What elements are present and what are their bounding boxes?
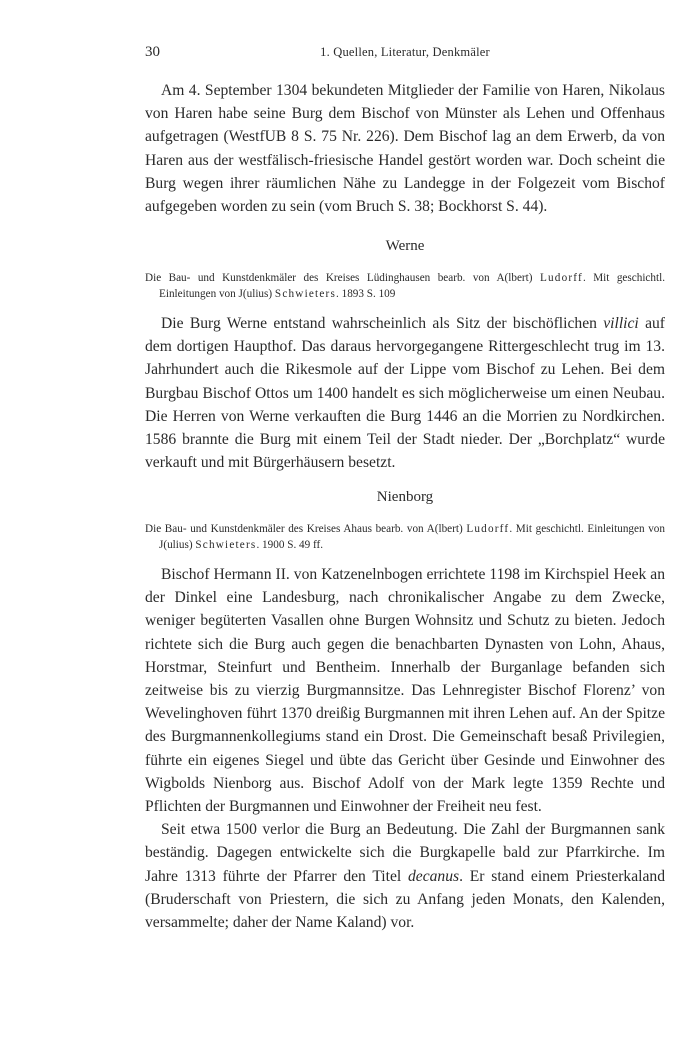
biblio-author: Ludorff <box>539 272 583 284</box>
section-heading-nienborg: Nienborg <box>376 489 434 505</box>
biblio-author: Schwieters <box>195 539 257 551</box>
werne-section <box>145 312 665 474</box>
biblio-author: Ludorff <box>466 523 510 535</box>
italic-term: villici <box>603 315 639 332</box>
bibliography-entry <box>145 521 665 553</box>
paragraph-text: . Er stand einem Priesterkaland (Bruderschaft von Priestern, die sich zu Anfang jeden Monats, den Kalenden, versammelte; daher der Name Kaland) vor. <box>145 867 665 932</box>
page-header <box>145 44 665 64</box>
nienborg-bibliography <box>145 521 665 553</box>
italic-term: decanus <box>408 867 460 885</box>
intro-section <box>145 79 665 218</box>
paragraph-text: auf dem dortigen Haupthof. Das daraus hervorgegangene Rittergeschlecht trug im 13. Jahrhundert auch die Rikesmole auf der Lippe vom Bischof zu Lehen. Bei dem Burgbau Bischof Ottos um 1400 handelt es sich möglicherweise um einen Neubau. Die Herren von Werne verkauften die Burg 1446 an die Morrien zu Nordkirchen. 1586 brannte die Burg mit einem Teil der Stadt nieder. Der „Borchplatz“ wurde verkauft und mit Bürgerhäusern besetzt. <box>145 315 666 472</box>
bibliography-entry <box>145 270 665 302</box>
werne-bibliography <box>145 270 665 302</box>
biblio-text: Die Bau- und Kunstdenkmäler des Kreises Lüdinghausen bearb. von A(lbert) <box>145 272 540 284</box>
werne-paragraph <box>145 312 665 474</box>
nienborg-paragraph-1: Bischof Hermann II. von Katzenelnbogen errichtete 1198 im Kirchspiel Heek an der Dinkel eine Landesburg, nach chronikalischer Angabe zu dem Zwecke, weniger begüterten Vasallen ohne Burgen Wohnsitz und Schutz zu bieten. Jedoch richtete sich die Burg auch gegen die benachbarten Dynasten von Lohn, Ahaus, Horstmar, Steinfurt und Bentheim. Innerhalb der Burganlage befanden sich zeitweise bis zu vierzig Burgmannsitze. Das Lehnregister Bischof Florenz’ von Wevelinghoven führt 1370 dreißig Burgmannen mit ihren Lehen auf. An der Spitze des Burgmannenkollegiums stand ein Drost. Die Gemeinschaft besaß Privilegien, führte ein eigenes Siegel und übte das Gericht über Gesinde und Einwohner des Wigbolds Nienborg aus. Bischof Adolf von der Mark legte 1359 Rechte und Pflichten der Burgmannen und Einwohner der Freiheit neu fest. <box>145 566 665 816</box>
page-number: 30 <box>145 44 160 60</box>
biblio-author: Schwieters <box>274 288 336 300</box>
paragraph-text: Seit etwa 1500 verlor die Burg an Bedeutung. Die Zahl der Burgmannen sank beständig. Dagegen entwickelte sich die Burgkapelle bald zur Pfarrkirche. Im Jahre 1313 führte der Pfarrer den Titel <box>145 821 665 885</box>
intro-paragraph: Am 4. September 1304 bekundeten Mitglieder der Familie von Haren, Nikolaus von Haren habe seine Burg dem Bischof von Münster als Lehen und Offenhaus aufgetragen (WestfUB 8 S. 75 Nr. 226). Dem Bischof lag an dem Erwerb, da von Haren aus der westfälisch-friesische Handel gestört worden war. Doch scheint die Burg wegen ihrer räumlichen Nähe zu Landegge in der Folgezeit vom Bischof aufgegeben worden zu sein (vom Bruch S. 38; Bockhorst S. 44). <box>145 82 665 216</box>
biblio-text: . 1900 S. 49 ff. <box>256 539 324 551</box>
biblio-text: Die Bau- und Kunstdenkmäler des Kreises Ahaus bearb. von A(lbert) <box>145 523 467 535</box>
biblio-text: . Mit geschichtl. Einleitungen von J(ulius) <box>159 272 665 300</box>
paragraph-text: Die Burg Werne entstand wahrscheinlich als Sitz der bischöflichen <box>161 315 604 332</box>
nienborg-paragraph-2 <box>145 818 665 934</box>
running-head: 1. Quellen, Literatur, Denkmäler <box>320 45 490 59</box>
biblio-text: . Mit geschichtl. Einleitungen von J(ulius) <box>159 523 665 551</box>
nienborg-section <box>145 563 665 934</box>
section-heading-werne: Werne <box>385 238 425 254</box>
biblio-text: . 1893 S. 109 <box>336 288 396 300</box>
